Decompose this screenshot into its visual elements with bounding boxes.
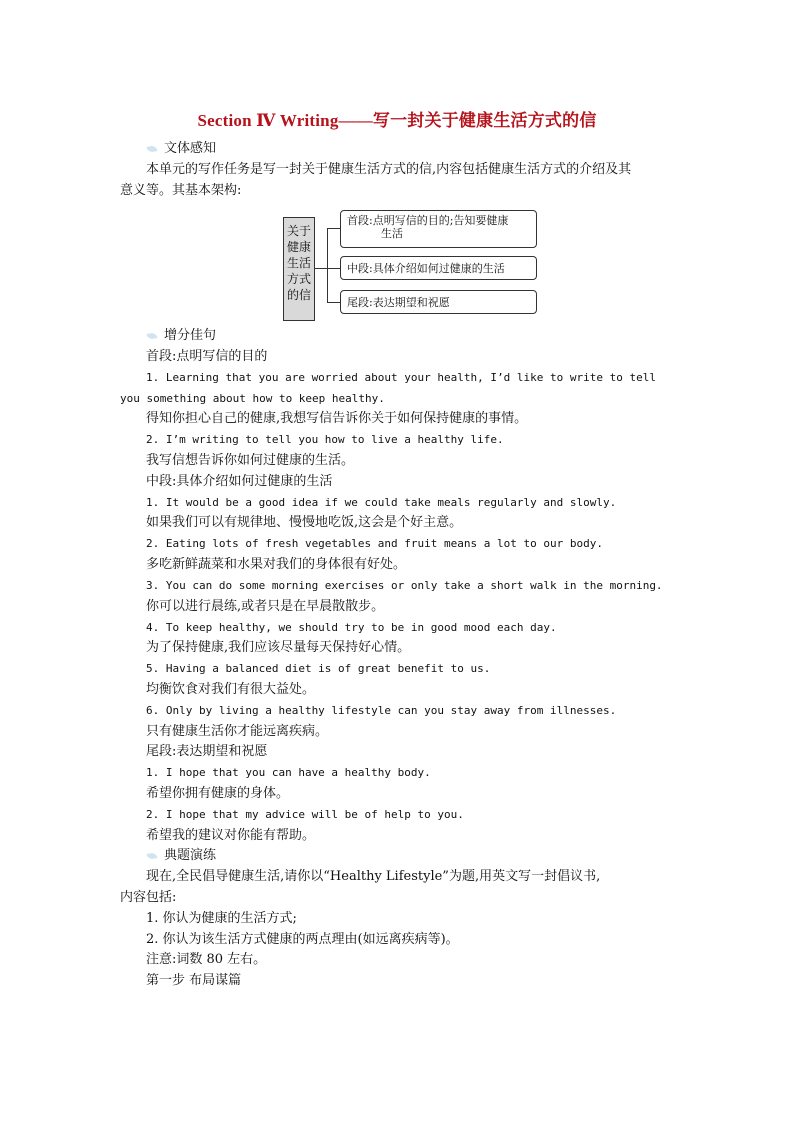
sentence-en: 6. Only by living a healthy lifestyle can you stay away from illnesses. xyxy=(146,704,617,717)
diagram-connector xyxy=(327,268,340,269)
sentence-cn: 希望你拥有健康的身体。 xyxy=(146,786,290,801)
practice-item-1: 1. 你认为健康的生活方式; xyxy=(146,911,297,926)
practice-step: 第一步 布局谋篇 xyxy=(146,973,242,988)
sentence-en: 1. Learning that you are worried about your health, I’d like to write to tell xyxy=(146,371,656,384)
part1-heading: 首段:点明写信的目的 xyxy=(146,349,268,364)
sentence-cn: 均衡饮食对我们有很大益处。 xyxy=(146,682,316,697)
sentence-en: 2. Eating lots of fresh vegetables and fruit means a lot to our body. xyxy=(146,537,603,550)
leaf-bullet-icon xyxy=(146,332,158,340)
leaf-bullet-icon xyxy=(146,852,158,860)
sentence-cn: 只有健康生活你才能远离疾病。 xyxy=(146,724,329,739)
diagram-connector xyxy=(327,228,340,229)
section-heading-genre: 文体感知 xyxy=(146,139,216,159)
sentence-cn: 如果我们可以有规律地、慢慢地吃饭,这会是个好主意。 xyxy=(146,515,463,530)
diagram-connector xyxy=(315,268,327,269)
diagram-box-opening: 首段:点明写信的目的;告知要健康 生活 xyxy=(340,210,537,248)
sentence-en: 1. It would be a good idea if we could take meals regularly and slowly. xyxy=(146,496,617,509)
sentence-en: 2. I’m writing to tell you how to live a healthy life. xyxy=(146,433,504,446)
page-title: Section Ⅳ Writing——写一封关于健康生活方式的信 xyxy=(197,111,597,130)
sentence-cn: 我写信想告诉你如何过健康的生活。 xyxy=(146,453,355,468)
practice-prompt-line-2: 内容包括: xyxy=(120,890,177,905)
diagram-connector xyxy=(327,228,328,302)
part2-heading: 中段:具体介绍如何过健康的生活 xyxy=(146,474,333,489)
section-heading-practice: 典题演练 xyxy=(146,846,216,866)
intro-line-2: 意义等。其基本架构: xyxy=(120,183,242,198)
section-heading-sentences: 增分佳句 xyxy=(146,326,216,346)
intro-line-1: 本单元的写作任务是写一封关于健康生活方式的信,内容包括健康生活方式的介绍及其 xyxy=(146,162,632,177)
diagram-root-box: 关于 健康 生活 方式 的信 xyxy=(283,217,315,321)
part3-heading: 尾段:表达期望和祝愿 xyxy=(146,744,268,759)
sentence-cn: 为了保持健康,我们应该尽量每天保持好心情。 xyxy=(146,640,411,655)
leaf-bullet-icon xyxy=(146,145,158,153)
practice-prompt-line-1: 现在,全民倡导健康生活,请你以“Healthy Lifestyle”为题,用英文写一封倡议书, xyxy=(146,869,601,884)
sentence-en: 4. To keep healthy, we should try to be in good mood each day. xyxy=(146,621,557,634)
sentence-en: you something about how to keep healthy. xyxy=(120,392,385,405)
letter-structure-diagram xyxy=(283,208,541,318)
diagram-connector xyxy=(327,302,340,303)
sentence-en: 5. Having a balanced diet is of great benefit to us. xyxy=(146,662,491,675)
sentence-cn: 得知你担心自己的健康,我想写信告诉你关于如何保持健康的事情。 xyxy=(146,411,528,426)
sentence-en: 3. You can do some morning exercises or only take a short walk in the morning. xyxy=(146,579,663,592)
practice-item-2: 2. 你认为该生活方式健康的两点理由(如远离疾病等)。 xyxy=(146,932,459,947)
diagram-box-body: 中段:具体介绍如何过健康的生活 xyxy=(340,256,537,280)
sentence-en: 1. I hope that you can have a healthy body. xyxy=(146,766,431,779)
diagram-box-ending: 尾段:表达期望和祝愿 xyxy=(340,290,537,314)
sentence-cn: 多吃新鲜蔬菜和水果对我们的身体很有好处。 xyxy=(146,557,407,572)
sentence-cn: 希望我的建议对你能有帮助。 xyxy=(146,828,316,843)
practice-note: 注意:词数 80 左右。 xyxy=(146,952,267,967)
sentence-en: 2. I hope that my advice will be of help to you. xyxy=(146,808,464,821)
sentence-cn: 你可以进行晨练,或者只是在早晨散散步。 xyxy=(146,599,385,614)
